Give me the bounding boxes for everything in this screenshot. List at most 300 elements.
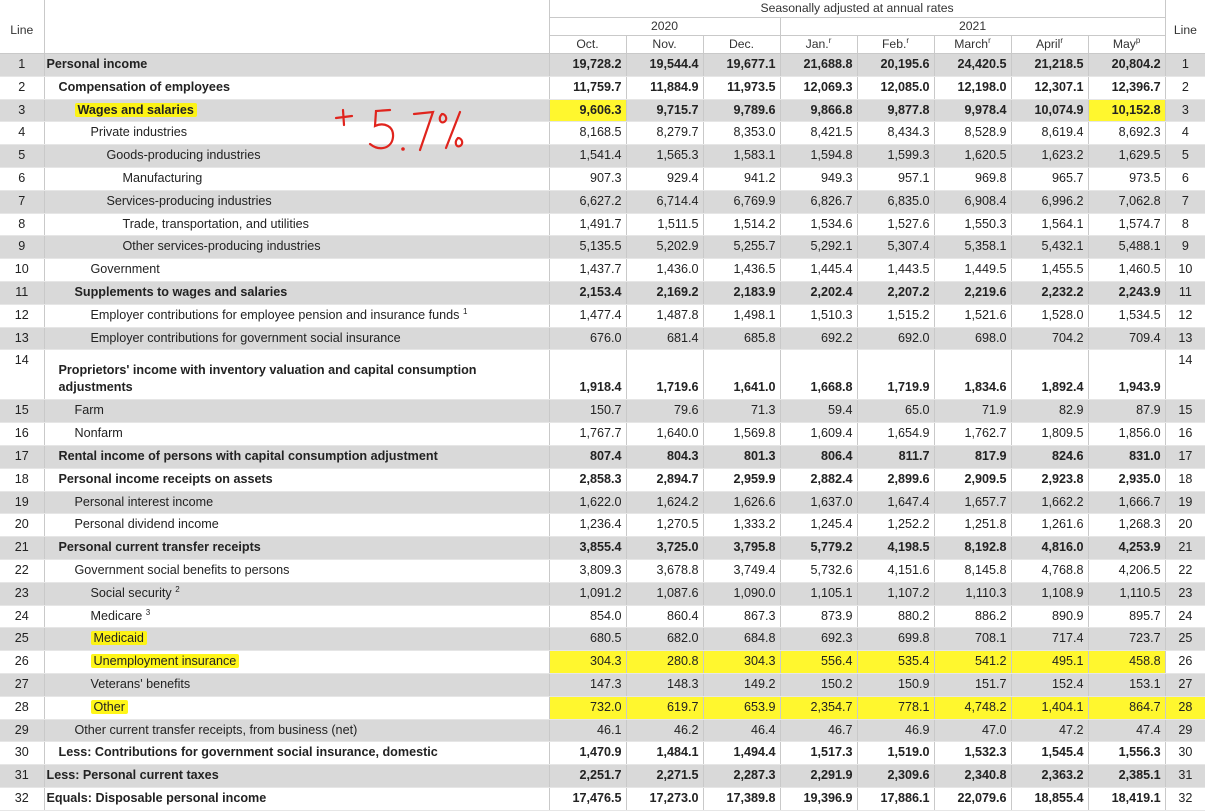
row-label: Other current transfer receipts, from business (net) — [44, 719, 549, 742]
table-row — [0, 628, 1205, 651]
row-label: Services-producing industries — [44, 190, 549, 213]
value-cell: 6,627.2 — [549, 190, 626, 213]
value-cell: 1,624.2 — [626, 491, 703, 514]
value-cell: 495.1 — [1011, 651, 1088, 674]
row-label: Goods-producing industries — [44, 145, 549, 168]
value-cell: 1,532.3 — [934, 742, 1011, 765]
line-number-right: 25 — [1165, 628, 1205, 651]
value-cell: 1,541.4 — [549, 145, 626, 168]
row-label: Other services-producing industries — [44, 236, 549, 259]
value-cell: 3,725.0 — [626, 537, 703, 560]
line-number-right: 29 — [1165, 719, 1205, 742]
value-cell: 1,856.0 — [1088, 423, 1165, 446]
table-row — [0, 673, 1205, 696]
value-cell: 680.5 — [549, 628, 626, 651]
line-number: 10 — [0, 259, 44, 282]
value-cell: 1,809.5 — [1011, 423, 1088, 446]
line-number-right: 9 — [1165, 236, 1205, 259]
value-cell: 1,569.8 — [703, 423, 780, 446]
line-number-right: 5 — [1165, 145, 1205, 168]
value-cell: 1,719.9 — [857, 350, 934, 400]
value-cell: 1,626.6 — [703, 491, 780, 514]
value-cell: 5,135.5 — [549, 236, 626, 259]
value-cell: 1,647.4 — [857, 491, 934, 514]
row-label: Personal income receipts on assets — [44, 468, 549, 491]
year-2020: 2020 — [549, 18, 780, 36]
line-number-right: 17 — [1165, 445, 1205, 468]
value-cell: 5,779.2 — [780, 537, 857, 560]
value-cell: 692.0 — [857, 327, 934, 350]
value-cell: 10,074.9 — [1011, 99, 1088, 122]
table-row — [0, 167, 1205, 190]
value-cell: 304.3 — [703, 651, 780, 674]
line-number-right: 4 — [1165, 122, 1205, 145]
value-cell: 1,918.4 — [549, 350, 626, 400]
value-cell: 6,714.4 — [626, 190, 703, 213]
value-cell: 807.4 — [549, 445, 626, 468]
value-cell: 1,565.3 — [626, 145, 703, 168]
value-cell: 1,545.4 — [1011, 742, 1088, 765]
value-cell: 1,404.1 — [1011, 696, 1088, 719]
value-cell: 1,484.1 — [626, 742, 703, 765]
row-label: Medicare $^3$ — [44, 605, 549, 628]
value-cell: 1,498.1 — [703, 304, 780, 327]
row-label: Government social benefits to persons — [44, 559, 549, 582]
line-number-right: 19 — [1165, 491, 1205, 514]
row-label: Employer contributions for employee pension and insurance funds $^1$ — [44, 304, 549, 327]
line-number-right: 28 — [1165, 696, 1205, 719]
line-number-right: 15 — [1165, 400, 1205, 423]
table-row — [0, 99, 1205, 122]
table-row — [0, 236, 1205, 259]
value-cell: 87.9 — [1088, 400, 1165, 423]
month-header: Dec. — [703, 36, 780, 54]
row-label: Social security $^2$ — [44, 582, 549, 605]
value-cell: 2,899.6 — [857, 468, 934, 491]
line-number-right: 14 — [1165, 350, 1205, 400]
value-cell: 556.4 — [780, 651, 857, 674]
value-cell: 1,623.2 — [1011, 145, 1088, 168]
year-2021: 2021 — [780, 18, 1165, 36]
value-cell: 886.2 — [934, 605, 1011, 628]
value-cell: 19,677.1 — [703, 54, 780, 77]
table-row — [0, 445, 1205, 468]
value-cell: 1,637.0 — [780, 491, 857, 514]
value-cell: 2,232.2 — [1011, 281, 1088, 304]
value-cell: 12,307.1 — [1011, 76, 1088, 99]
value-cell: 831.0 — [1088, 445, 1165, 468]
value-cell: 1,640.0 — [626, 423, 703, 446]
value-cell: 8,168.5 — [549, 122, 626, 145]
value-cell: 1,445.4 — [780, 259, 857, 282]
value-cell: 17,476.5 — [549, 787, 626, 810]
value-cell: 5,255.7 — [703, 236, 780, 259]
line-number-right: 24 — [1165, 605, 1205, 628]
value-cell: 1,333.2 — [703, 514, 780, 537]
value-cell: 2,935.0 — [1088, 468, 1165, 491]
line-number-right: 12 — [1165, 304, 1205, 327]
value-cell: 1,943.9 — [1088, 350, 1165, 400]
value-cell: 699.8 — [857, 628, 934, 651]
value-cell: 941.2 — [703, 167, 780, 190]
value-cell: 1,641.0 — [703, 350, 780, 400]
value-cell: 1,449.5 — [934, 259, 1011, 282]
value-cell: 1,236.4 — [549, 514, 626, 537]
value-cell: 5,202.9 — [626, 236, 703, 259]
value-cell: 147.3 — [549, 673, 626, 696]
table-row — [0, 787, 1205, 810]
row-label: Employer contributions for government social insurance — [44, 327, 549, 350]
value-cell: 1,629.5 — [1088, 145, 1165, 168]
value-cell: 6,826.7 — [780, 190, 857, 213]
value-cell: 18,855.4 — [1011, 787, 1088, 810]
value-cell: 79.6 — [626, 400, 703, 423]
value-cell: 1,511.5 — [626, 213, 703, 236]
value-cell: 6,908.4 — [934, 190, 1011, 213]
line-number-right: 11 — [1165, 281, 1205, 304]
value-cell: 778.1 — [857, 696, 934, 719]
table-row — [0, 605, 1205, 628]
line-number: 15 — [0, 400, 44, 423]
value-cell: 3,749.4 — [703, 559, 780, 582]
value-cell: 12,396.7 — [1088, 76, 1165, 99]
value-cell: 5,732.6 — [780, 559, 857, 582]
value-cell: 12,069.3 — [780, 76, 857, 99]
value-cell: 692.2 — [780, 327, 857, 350]
table-row — [0, 304, 1205, 327]
row-label: Farm — [44, 400, 549, 423]
table-row — [0, 537, 1205, 560]
value-cell: 806.4 — [780, 445, 857, 468]
value-cell: 1,510.3 — [780, 304, 857, 327]
value-cell: 1,657.7 — [934, 491, 1011, 514]
group-title: Seasonally adjusted at annual rates — [549, 0, 1165, 18]
value-cell: 854.0 — [549, 605, 626, 628]
value-cell: 7,062.8 — [1088, 190, 1165, 213]
table-row — [0, 696, 1205, 719]
value-cell: 824.6 — [1011, 445, 1088, 468]
value-cell: 4,816.0 — [1011, 537, 1088, 560]
value-cell: 20,804.2 — [1088, 54, 1165, 77]
value-cell: 2,909.5 — [934, 468, 1011, 491]
header-row-group — [0, 0, 1205, 18]
value-cell: 12,085.0 — [857, 76, 934, 99]
row-label: Private industries — [44, 122, 549, 145]
value-cell: 965.7 — [1011, 167, 1088, 190]
value-cell: 685.8 — [703, 327, 780, 350]
value-cell: 1,550.3 — [934, 213, 1011, 236]
line-number-right: 30 — [1165, 742, 1205, 765]
value-cell: 21,688.8 — [780, 54, 857, 77]
value-cell: 698.0 — [934, 327, 1011, 350]
value-cell: 152.4 — [1011, 673, 1088, 696]
row-label: Personal interest income — [44, 491, 549, 514]
value-cell: 17,389.8 — [703, 787, 780, 810]
table-row — [0, 514, 1205, 537]
value-cell: 11,973.5 — [703, 76, 780, 99]
line-number: 19 — [0, 491, 44, 514]
line-number: 31 — [0, 765, 44, 788]
value-cell: 681.4 — [626, 327, 703, 350]
value-cell: 2,219.6 — [934, 281, 1011, 304]
value-cell: 1,107.2 — [857, 582, 934, 605]
value-cell: 1,622.0 — [549, 491, 626, 514]
line-number-right: 2 — [1165, 76, 1205, 99]
row-label: Wages and salaries — [44, 99, 549, 122]
line-number: 11 — [0, 281, 44, 304]
table-row — [0, 742, 1205, 765]
table-row — [0, 259, 1205, 282]
value-cell: 1,668.8 — [780, 350, 857, 400]
value-cell: 860.4 — [626, 605, 703, 628]
value-cell: 864.7 — [1088, 696, 1165, 719]
value-cell: 47.2 — [1011, 719, 1088, 742]
table-row — [0, 327, 1205, 350]
row-label: Less: Personal current taxes — [44, 765, 549, 788]
line-number-right: 23 — [1165, 582, 1205, 605]
value-cell: 149.2 — [703, 673, 780, 696]
value-cell: 4,151.6 — [857, 559, 934, 582]
value-cell: 709.4 — [1088, 327, 1165, 350]
value-cell: 1,437.7 — [549, 259, 626, 282]
value-cell: 2,271.5 — [626, 765, 703, 788]
row-label: Other — [44, 696, 549, 719]
value-cell: 1,583.1 — [703, 145, 780, 168]
value-cell: 704.2 — [1011, 327, 1088, 350]
value-cell: 1,460.5 — [1088, 259, 1165, 282]
value-cell: 150.9 — [857, 673, 934, 696]
table-row — [0, 122, 1205, 145]
value-cell: 717.4 — [1011, 628, 1088, 651]
value-cell: 1,564.1 — [1011, 213, 1088, 236]
value-cell: 9,789.6 — [703, 99, 780, 122]
line-number: 22 — [0, 559, 44, 582]
value-cell: 65.0 — [857, 400, 934, 423]
line-number: 4 — [0, 122, 44, 145]
table-row — [0, 582, 1205, 605]
value-cell: 1,091.2 — [549, 582, 626, 605]
value-cell: 9,866.8 — [780, 99, 857, 122]
value-cell: 676.0 — [549, 327, 626, 350]
value-cell: 1,455.5 — [1011, 259, 1088, 282]
value-cell: 895.7 — [1088, 605, 1165, 628]
table-row — [0, 765, 1205, 788]
value-cell: 2,858.3 — [549, 468, 626, 491]
row-label: Government — [44, 259, 549, 282]
description-header — [44, 0, 549, 54]
value-cell: 1,491.7 — [549, 213, 626, 236]
table-row — [0, 559, 1205, 582]
value-cell: 71.3 — [703, 400, 780, 423]
value-cell: 949.3 — [780, 167, 857, 190]
value-cell: 19,728.2 — [549, 54, 626, 77]
value-cell: 723.7 — [1088, 628, 1165, 651]
line-number: 18 — [0, 468, 44, 491]
value-cell: 1,528.0 — [1011, 304, 1088, 327]
value-cell: 2,202.4 — [780, 281, 857, 304]
value-cell: 8,434.3 — [857, 122, 934, 145]
value-cell: 1,436.0 — [626, 259, 703, 282]
value-cell: 969.8 — [934, 167, 1011, 190]
line-number: 7 — [0, 190, 44, 213]
value-cell: 2,923.8 — [1011, 468, 1088, 491]
value-cell: 1,268.3 — [1088, 514, 1165, 537]
value-cell: 880.2 — [857, 605, 934, 628]
value-cell: 957.1 — [857, 167, 934, 190]
line-number: 6 — [0, 167, 44, 190]
line-number-right: 22 — [1165, 559, 1205, 582]
value-cell: 8,192.8 — [934, 537, 1011, 560]
value-cell: 46.2 — [626, 719, 703, 742]
line-number-right: 20 — [1165, 514, 1205, 537]
line-number: 17 — [0, 445, 44, 468]
value-cell: 2,243.9 — [1088, 281, 1165, 304]
line-number: 3 — [0, 99, 44, 122]
value-cell: 5,307.4 — [857, 236, 934, 259]
value-cell: 1,534.5 — [1088, 304, 1165, 327]
value-cell: 20,195.6 — [857, 54, 934, 77]
value-cell: 2,169.2 — [626, 281, 703, 304]
value-cell: 929.4 — [626, 167, 703, 190]
value-cell: 2,251.7 — [549, 765, 626, 788]
value-cell: 11,759.7 — [549, 76, 626, 99]
line-number-right: 21 — [1165, 537, 1205, 560]
value-cell: 811.7 — [857, 445, 934, 468]
line-number: 20 — [0, 514, 44, 537]
line-number: 26 — [0, 651, 44, 674]
line-number: 12 — [0, 304, 44, 327]
row-label: Personal current transfer receipts — [44, 537, 549, 560]
value-cell: 6,769.9 — [703, 190, 780, 213]
value-cell: 1,662.2 — [1011, 491, 1088, 514]
line-number-right: 26 — [1165, 651, 1205, 674]
value-cell: 150.2 — [780, 673, 857, 696]
value-cell: 3,795.8 — [703, 537, 780, 560]
value-cell: 12,198.0 — [934, 76, 1011, 99]
value-cell: 804.3 — [626, 445, 703, 468]
table-row — [0, 719, 1205, 742]
value-cell: 59.4 — [780, 400, 857, 423]
line-number-right: 27 — [1165, 673, 1205, 696]
value-cell: 1,090.0 — [703, 582, 780, 605]
value-cell: 1,087.6 — [626, 582, 703, 605]
value-cell: 1,654.9 — [857, 423, 934, 446]
table-row — [0, 350, 1205, 400]
value-cell: 9,715.7 — [626, 99, 703, 122]
value-cell: 4,206.5 — [1088, 559, 1165, 582]
line-number: 32 — [0, 787, 44, 810]
value-cell: 71.9 — [934, 400, 1011, 423]
value-cell: 1,556.3 — [1088, 742, 1165, 765]
value-cell: 2,207.2 — [857, 281, 934, 304]
table-row — [0, 423, 1205, 446]
value-cell: 9,978.4 — [934, 99, 1011, 122]
value-cell: 9,877.8 — [857, 99, 934, 122]
value-cell: 1,719.6 — [626, 350, 703, 400]
value-cell: 22,079.6 — [934, 787, 1011, 810]
month-header: Oct. — [549, 36, 626, 54]
value-cell: 1,436.5 — [703, 259, 780, 282]
line-number-right: 13 — [1165, 327, 1205, 350]
line-number: 25 — [0, 628, 44, 651]
table-row — [0, 76, 1205, 99]
line-number: 23 — [0, 582, 44, 605]
value-cell: 151.7 — [934, 673, 1011, 696]
line-number-right: 18 — [1165, 468, 1205, 491]
value-cell: 304.3 — [549, 651, 626, 674]
row-label: Personal dividend income — [44, 514, 549, 537]
line-number: 9 — [0, 236, 44, 259]
value-cell: 907.3 — [549, 167, 626, 190]
value-cell: 8,353.0 — [703, 122, 780, 145]
value-cell: 4,748.2 — [934, 696, 1011, 719]
line-number: 21 — [0, 537, 44, 560]
value-cell: 46.4 — [703, 719, 780, 742]
value-cell: 4,198.5 — [857, 537, 934, 560]
value-cell: 17,273.0 — [626, 787, 703, 810]
table-row — [0, 54, 1205, 77]
value-cell: 1,261.6 — [1011, 514, 1088, 537]
table-row — [0, 281, 1205, 304]
value-cell: 19,544.4 — [626, 54, 703, 77]
value-cell: 17,886.1 — [857, 787, 934, 810]
value-cell: 5,432.1 — [1011, 236, 1088, 259]
row-label: Manufacturing — [44, 167, 549, 190]
row-label: Medicaid — [44, 628, 549, 651]
value-cell: 1,620.5 — [934, 145, 1011, 168]
value-cell: 47.4 — [1088, 719, 1165, 742]
value-cell: 1,515.2 — [857, 304, 934, 327]
row-label: Nonfarm — [44, 423, 549, 446]
row-label: Less: Contributions for government social insurance, domestic — [44, 742, 549, 765]
value-cell: 4,253.9 — [1088, 537, 1165, 560]
value-cell: 1,108.9 — [1011, 582, 1088, 605]
value-cell: 2,354.7 — [780, 696, 857, 719]
value-cell: 2,340.8 — [934, 765, 1011, 788]
month-header: Jan.$^r$ — [780, 36, 857, 54]
value-cell: 6,835.0 — [857, 190, 934, 213]
value-cell: 653.9 — [703, 696, 780, 719]
value-cell: 8,619.4 — [1011, 122, 1088, 145]
line-number: 30 — [0, 742, 44, 765]
value-cell: 8,279.7 — [626, 122, 703, 145]
value-cell: 1,443.5 — [857, 259, 934, 282]
line-number: 8 — [0, 213, 44, 236]
value-cell: 47.0 — [934, 719, 1011, 742]
value-cell: 2,287.3 — [703, 765, 780, 788]
line-number-right: 32 — [1165, 787, 1205, 810]
value-cell: 732.0 — [549, 696, 626, 719]
month-header: March$^r$ — [934, 36, 1011, 54]
line-number: 24 — [0, 605, 44, 628]
value-cell: 153.1 — [1088, 673, 1165, 696]
value-cell: 2,882.4 — [780, 468, 857, 491]
value-cell: 1,666.7 — [1088, 491, 1165, 514]
value-cell: 1,527.6 — [857, 213, 934, 236]
line-number: 1 — [0, 54, 44, 77]
value-cell: 1,105.1 — [780, 582, 857, 605]
value-cell: 2,385.1 — [1088, 765, 1165, 788]
line-number: 2 — [0, 76, 44, 99]
value-cell: 1,514.2 — [703, 213, 780, 236]
value-cell: 148.3 — [626, 673, 703, 696]
month-header: Feb.$^r$ — [857, 36, 934, 54]
value-cell: 18,419.1 — [1088, 787, 1165, 810]
value-cell: 2,894.7 — [626, 468, 703, 491]
value-cell: 1,574.7 — [1088, 213, 1165, 236]
month-header: May$^p$ — [1088, 36, 1165, 54]
value-cell: 2,363.2 — [1011, 765, 1088, 788]
